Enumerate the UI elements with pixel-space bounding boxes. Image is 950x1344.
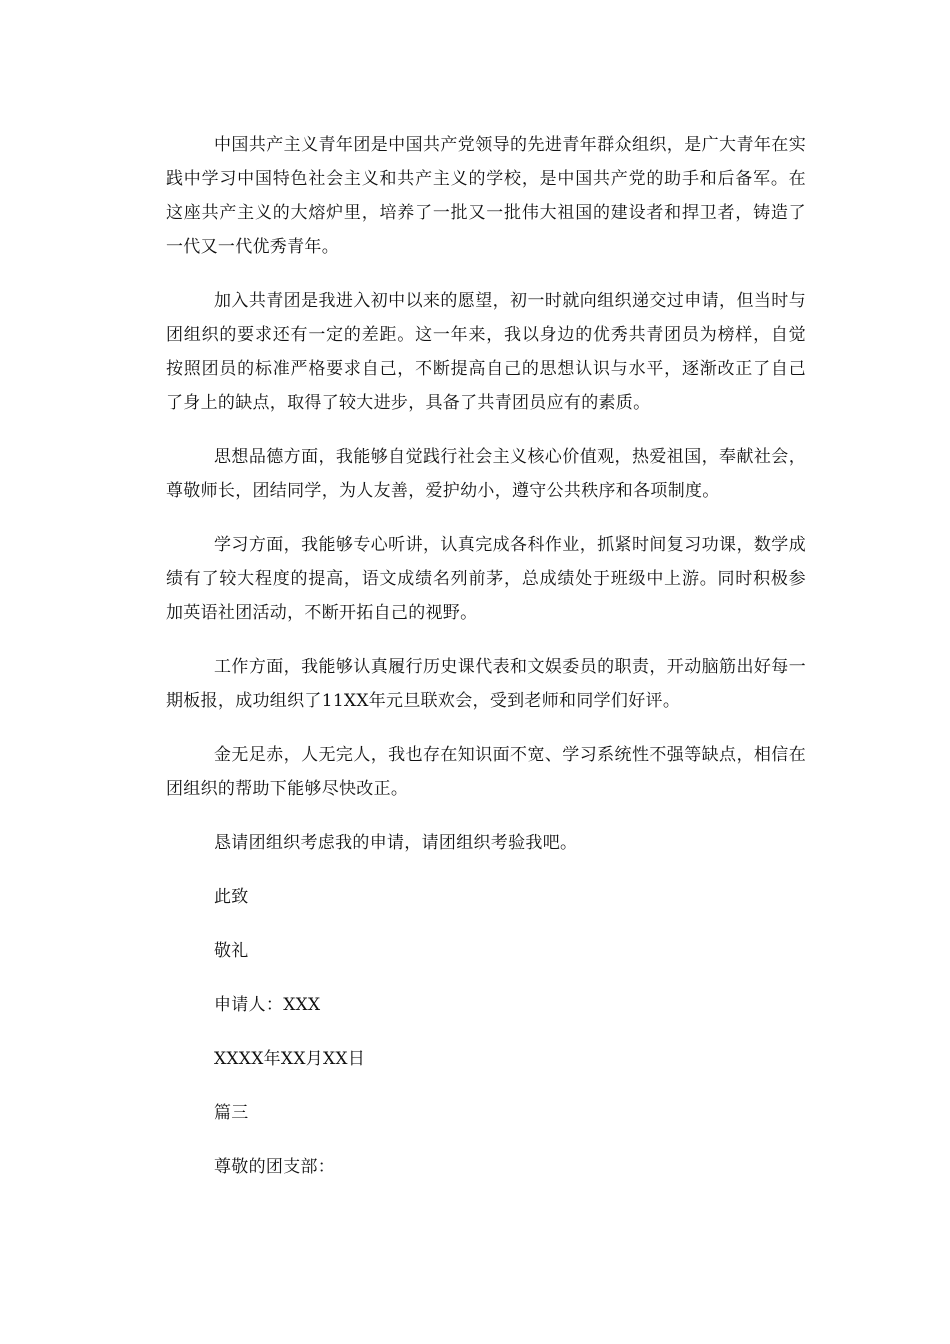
applicant-line: 申请人：XXX (214, 995, 321, 1015)
paragraph-shortcomings: 金无足赤，人无完人，我也存在知识面不宽、学习系统性不强等缺点，相信在团组织的帮助下能够尽快改正。 (166, 745, 806, 799)
section-heading: 篇三 (214, 1103, 249, 1123)
next-greeting: 尊敬的团支部： (214, 1157, 336, 1177)
paragraph-study: 学习方面，我能够专心听讲，认真完成各科作业，抓紧时间复习功课，数学成绩有了较大程度的提高，语文成绩名列前茅，总成绩处于班级中上游。同时积极参加英语社团活动，不断开拓自己的视野。 (166, 535, 806, 623)
document-body (166, 128, 806, 1204)
date-line: XXXX年XX月XX日 (214, 1049, 366, 1069)
request-line: 恳请团组织考虑我的申请，请团组织考验我吧。 (214, 833, 578, 853)
paragraph-work: 工作方面，我能够认真履行历史课代表和文娱委员的职责，开动脑筋出好每一期板报，成功组织了11XX年元旦联欢会，受到老师和同学们好评。 (166, 657, 806, 711)
paragraph-morality: 思想品德方面，我能够自觉践行社会主义核心价值观，热爱祖国，奉献社会，尊敬师长，团结同学，为人友善，爱护幼小，遵守公共秩序和各项制度。 (166, 447, 806, 501)
paragraph-intro: 中国共产主义青年团是中国共产党领导的先进青年群众组织，是广大青年在实践中学习中国特色社会主义和共产主义的学校，是中国共产党的助手和后备军。在这座共产主义的大熔炉里，培养了一批又一批伟大祖国的建设者和捍卫者，铸造了一代又一代优秀青年。 (166, 135, 806, 257)
paragraph-motivation: 加入共青团是我进入初中以来的愿望，初一时就向组织递交过申请，但当时与团组织的要求还有一定的差距。这一年来，我以身边的优秀共青团员为榜样，自觉按照团员的标准严格要求自己，不断提高自己的思想认识与水平，逐渐改正了自己了身上的缺点，取得了较大进步，具备了共青团员应有的素质。 (166, 291, 806, 413)
salutation-cizhi: 此致 (214, 887, 249, 907)
salutation-jingli: 敬礼 (214, 941, 249, 961)
